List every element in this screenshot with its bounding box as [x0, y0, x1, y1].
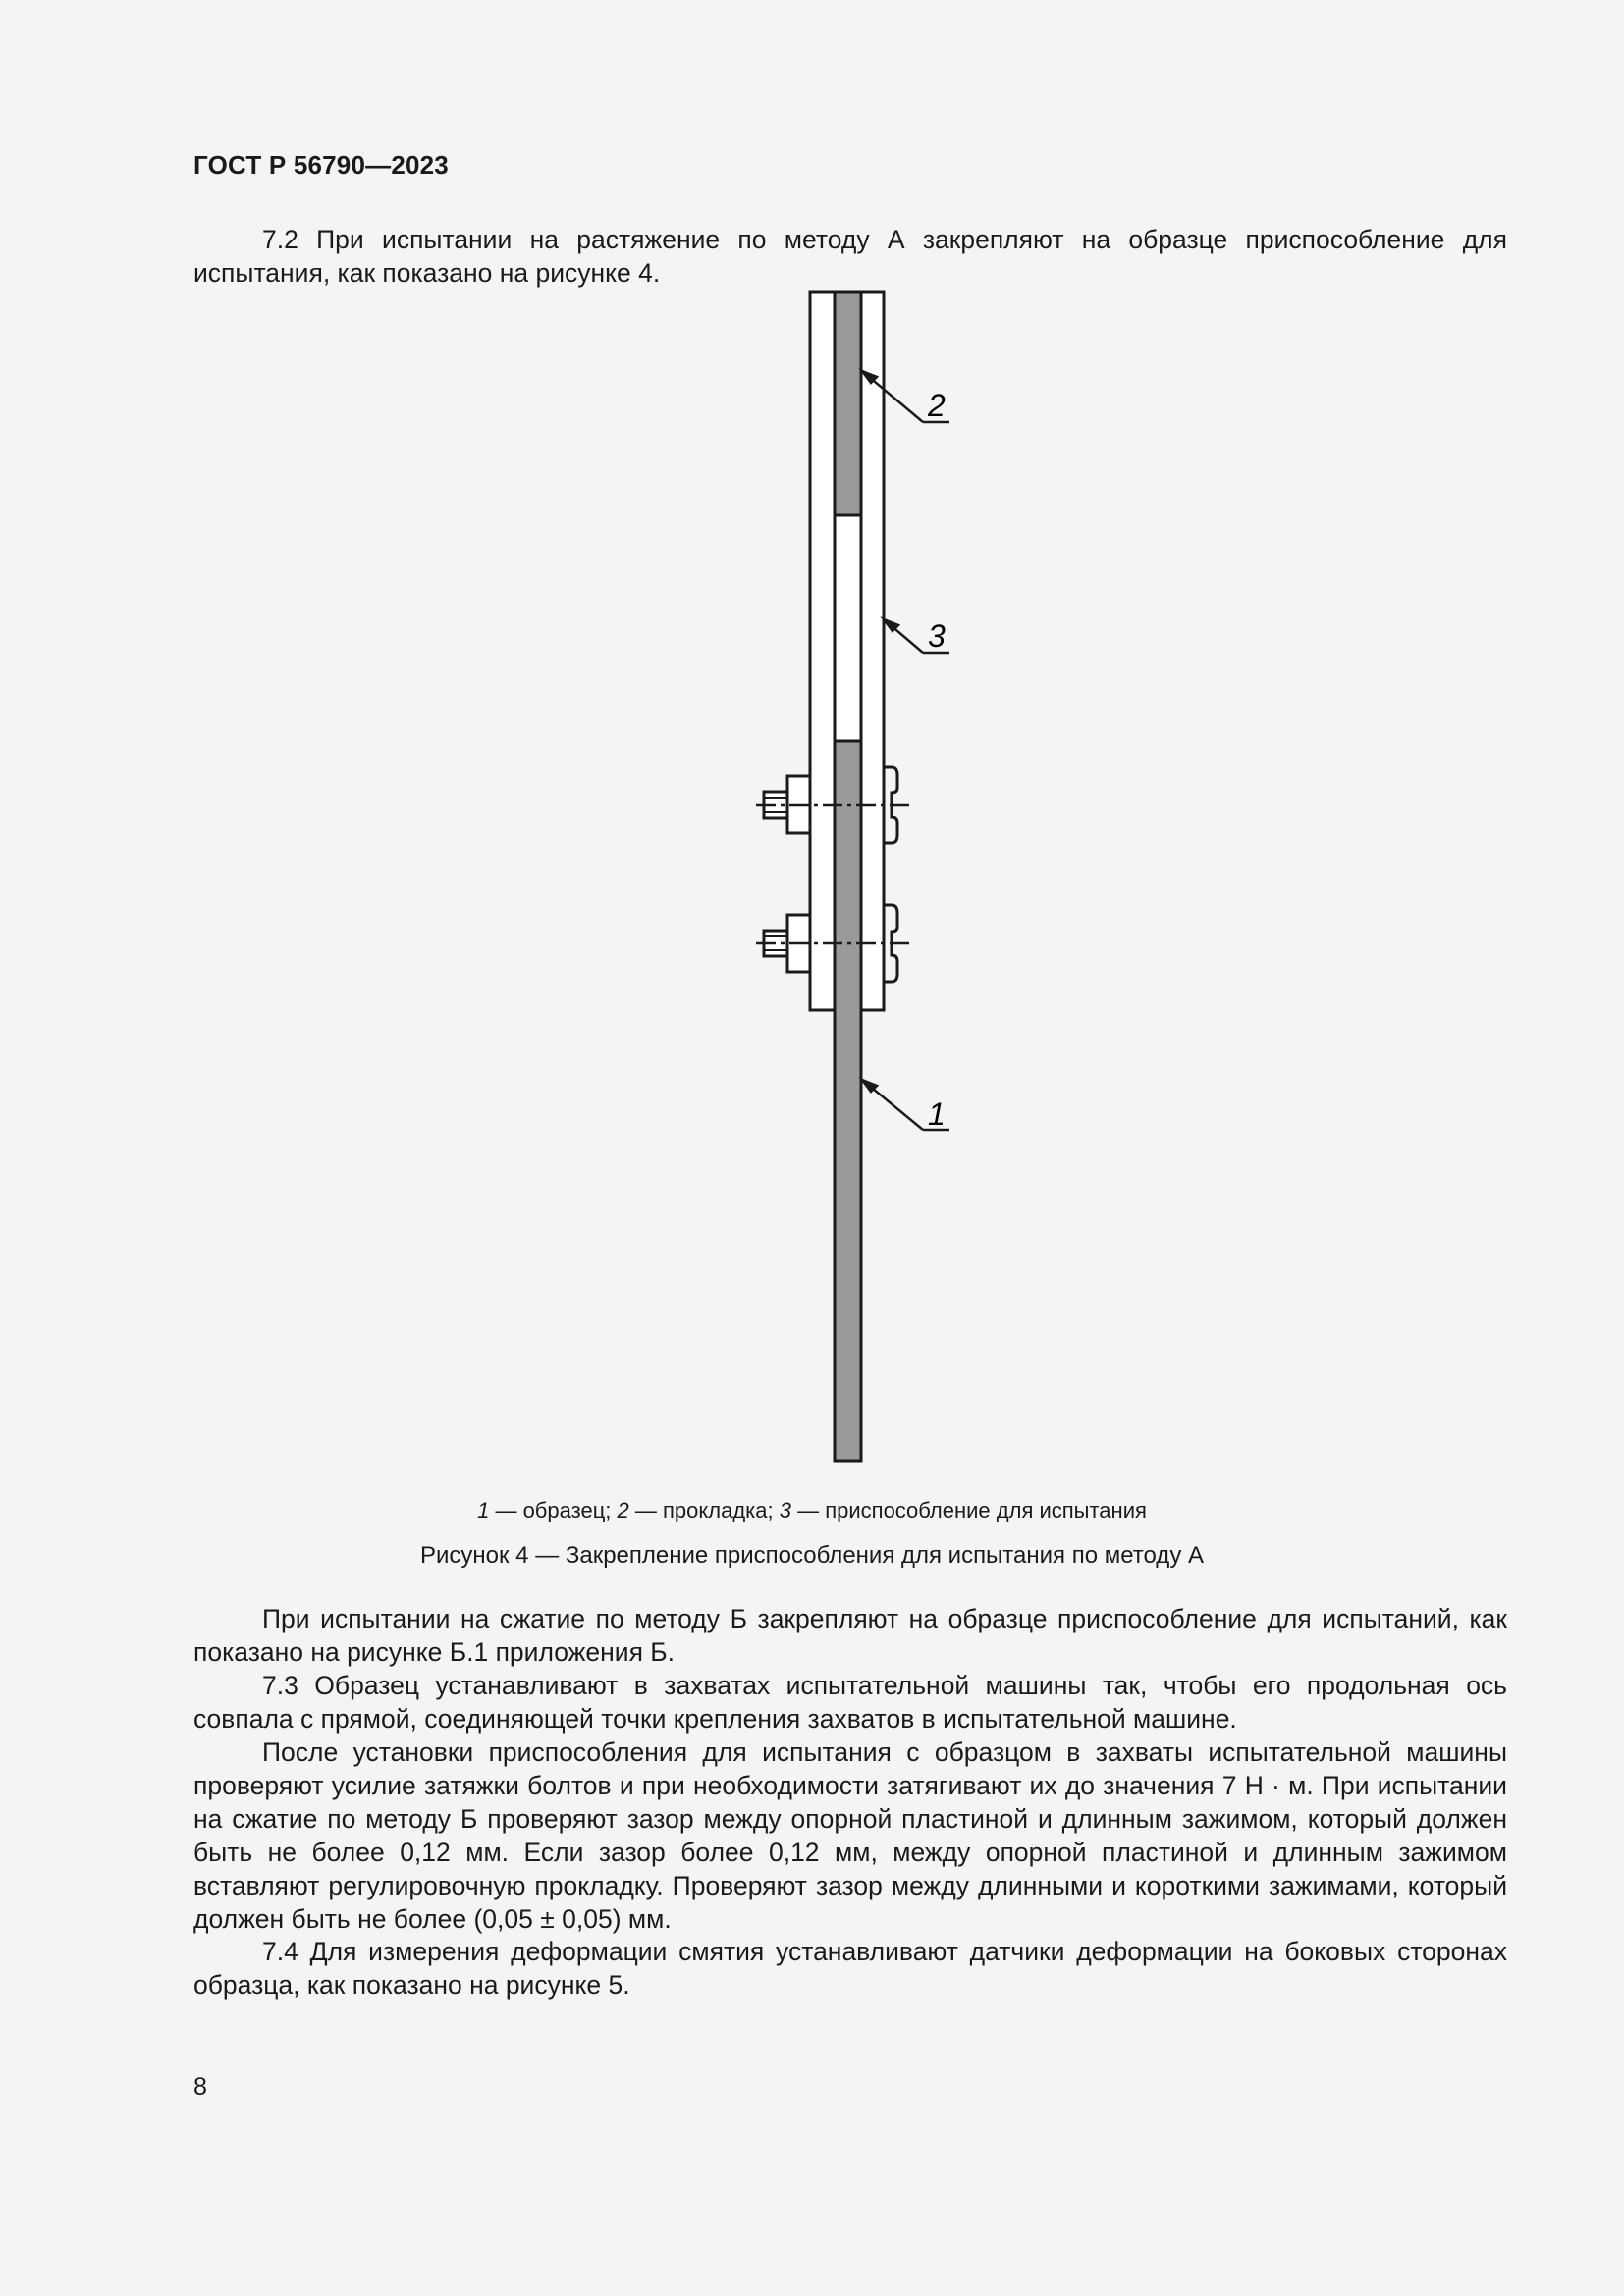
- figure-legend: 1 — образец; 2 — прокладка; 3 — приспособление для испытания: [477, 1498, 1147, 1522]
- page-number: 8: [193, 2073, 207, 2101]
- figure-caption: Рисунок 4 — Закрепление приспособления для испытания по методу А: [420, 1542, 1204, 1569]
- spacer-strip: [835, 292, 861, 515]
- callout-2: 2: [928, 388, 946, 423]
- document-code: ГОСТ Р 56790—2023: [193, 150, 449, 180]
- paragraph-7-4: 7.4 Для измерения деформации смятия устанавливают датчики деформации на боковых сторонах образца, как показано на рисунке 5.: [193, 1937, 1507, 2000]
- callout-3: 3: [928, 618, 946, 654]
- gap-region: [835, 515, 861, 741]
- specimen-strip: [835, 741, 861, 1461]
- callout-1: 1: [928, 1096, 946, 1132]
- paragraph-7-2: 7.2 При испытании на растяжение по методу А закрепляют на образце приспособление для испытания, как показано на рисунке 4.: [193, 225, 1507, 288]
- paragraph-7-3: 7.3 Образец устанавливают в захватах испытательной машины так, чтобы его продольная ось совпала с прямой, соединяющей точки крепления захватов в испытательной машине.: [193, 1671, 1507, 1734]
- fixture-left-plate: [810, 292, 835, 1010]
- paragraph-method-b: При испытании на сжатие по методу Б закрепляют на образце приспособление для испытаний, как показано на рисунке Б.1 приложения Б.: [193, 1604, 1507, 1667]
- fixture-right-plate: [861, 292, 884, 1010]
- paragraph-after-install: После установки приспособления для испытания с образцом в захваты испытательной машины проверяют усилие затяжки болтов и при необходимости затягивают их до значения 7 Н · м. При испытании на сжатие по методу Б проверяют зазор между опорной пластиной и длинным зажимом, который должен быть не более 0,12 мм. Если зазор более 0,12 мм, между опорной пластиной и длинным зажимом вставляют регулировочную прокладку. Проверяют зазор между длинными и короткими зажимами, который должен быть не более (0,05 ± 0,05) мм.: [193, 1737, 1507, 1934]
